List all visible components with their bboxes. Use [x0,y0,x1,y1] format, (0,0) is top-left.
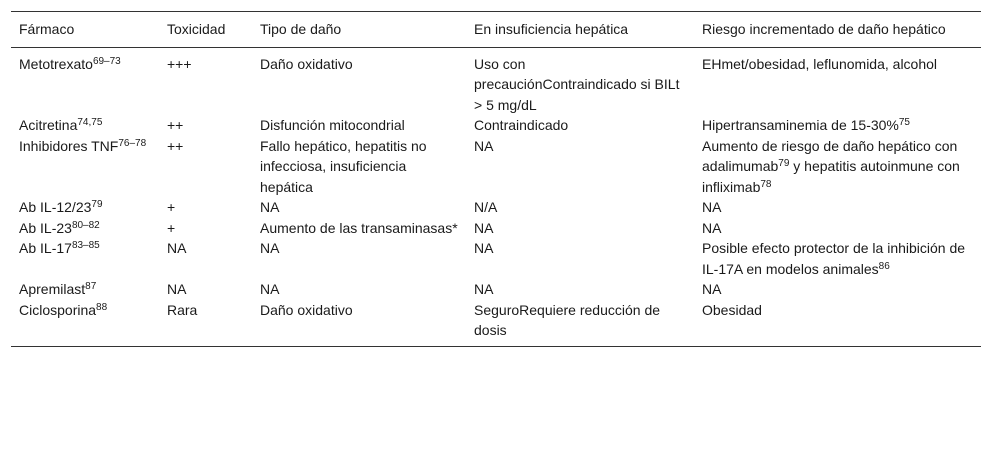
cell-toxicity: + [167,219,176,236]
hepatotoxicity-table [11,11,981,347]
cell-toxicity: NA [167,240,187,256]
cell-damage-type: NA [260,281,280,297]
header-hepatic-insufficiency: En insuficiencia hepática [474,21,629,37]
cell-toxicity: ++ [167,137,184,154]
table-row [11,136,981,198]
cell-damage-type: NA [260,240,280,256]
drug-name: Ab IL-17 [19,240,72,256]
cell-risk: NA [702,219,722,236]
cell-damage-type: Daño oxidativo [260,301,353,318]
reference-sup: 83–85 [71,240,100,251]
cell-damage-type: NA [260,199,280,215]
cell-risk: Obesidad [702,301,762,318]
cell-hepatic: NA [474,281,494,297]
header-drug: Fármaco [19,21,75,37]
cell-hepatic: Contraindicado [474,117,569,133]
cell-damage-type: Aumento de las transaminasas* [260,219,458,236]
table-row [11,115,981,136]
risk-text: Aumento de riesgo de daño hepático con adalimumab [702,137,958,174]
drug-name: Ciclosporina [19,301,97,318]
reference-sup: 76–78 [118,137,147,149]
cell-hepatic: Uso con precauciónContraindicado si BILt > 5 mg/dL [474,55,680,113]
table-body [11,47,981,346]
risk-text-tail: y hepatitis autoinmune con infliximab [702,158,960,195]
cell-damage-type: Fallo hepático, hepatitis no infecciosa, insuficiencia hepática [260,137,427,195]
cell-hepatic: NA [474,240,494,256]
cell-damage-type: Disfunción mitocondrial [260,117,405,133]
cell-toxicity: Rara [167,301,198,318]
header-row [11,12,981,48]
table-header [11,12,981,48]
drug-name: Metotrexato [19,55,93,72]
drug-name: Inhibidores TNF [19,137,119,154]
reference-sup: 86 [878,260,890,272]
cell-risk [694,238,981,279]
reference-sup: 69–73 [92,55,121,67]
cell-toxicity: NA [167,281,187,297]
cell-hepatic: NA [474,219,494,236]
hepatotoxicity-table-container [11,11,981,347]
drug-name: Ab IL-12/23 [19,199,92,215]
table-row [11,47,981,115]
cell-risk [694,136,981,198]
reference-sup: 78 [760,178,772,190]
cell-drug [11,279,159,300]
cell-toxicity: + [167,199,176,215]
header-toxicity: Toxicidad [167,21,226,37]
cell-drug [11,197,159,218]
drug-name: Apremilast [19,281,86,297]
cell-damage-type: Daño oxidativo [260,55,353,72]
table-row [11,300,981,347]
cell-drug [11,300,159,347]
cell-toxicity: ++ [167,117,184,133]
header-increased-risk: Riesgo incrementado de daño hepático [702,21,946,37]
cell-hepatic: NA [474,137,494,154]
reference-sup: 79 [778,158,790,169]
cell-risk [694,115,981,136]
reference-sup: 74,75 [77,117,103,128]
table-row [11,218,981,239]
risk-text: Posible efecto protector de la inhibición de IL-17A en modelos animales [702,240,966,277]
reference-sup: 87 [85,281,97,292]
cell-drug [11,238,159,279]
reference-sup: 79 [91,199,103,210]
table-row [11,279,981,300]
risk-text: Hipertransaminemia de 15-30% [702,117,899,133]
reference-sup: 88 [96,301,108,313]
cell-drug [11,218,159,239]
header-damage-type: Tipo de daño [260,21,342,37]
reference-sup: 80–82 [71,219,100,231]
cell-risk: EHmet/obesidad, leflunomida, alcohol [702,55,938,72]
cell-risk: NA [702,281,722,297]
cell-drug [11,47,159,115]
drug-name: Ab IL-23 [19,219,72,236]
reference-sup: 75 [898,117,910,128]
table-row [11,197,981,218]
cell-drug [11,115,159,136]
drug-name: Acitretina [19,117,78,133]
cell-risk: NA [702,199,722,215]
table-row [11,238,981,279]
cell-hepatic: SeguroRequiere reducción de dosis [474,301,661,338]
cell-toxicity: +++ [167,55,192,72]
cell-hepatic: N/A [474,199,498,215]
cell-drug [11,136,159,198]
